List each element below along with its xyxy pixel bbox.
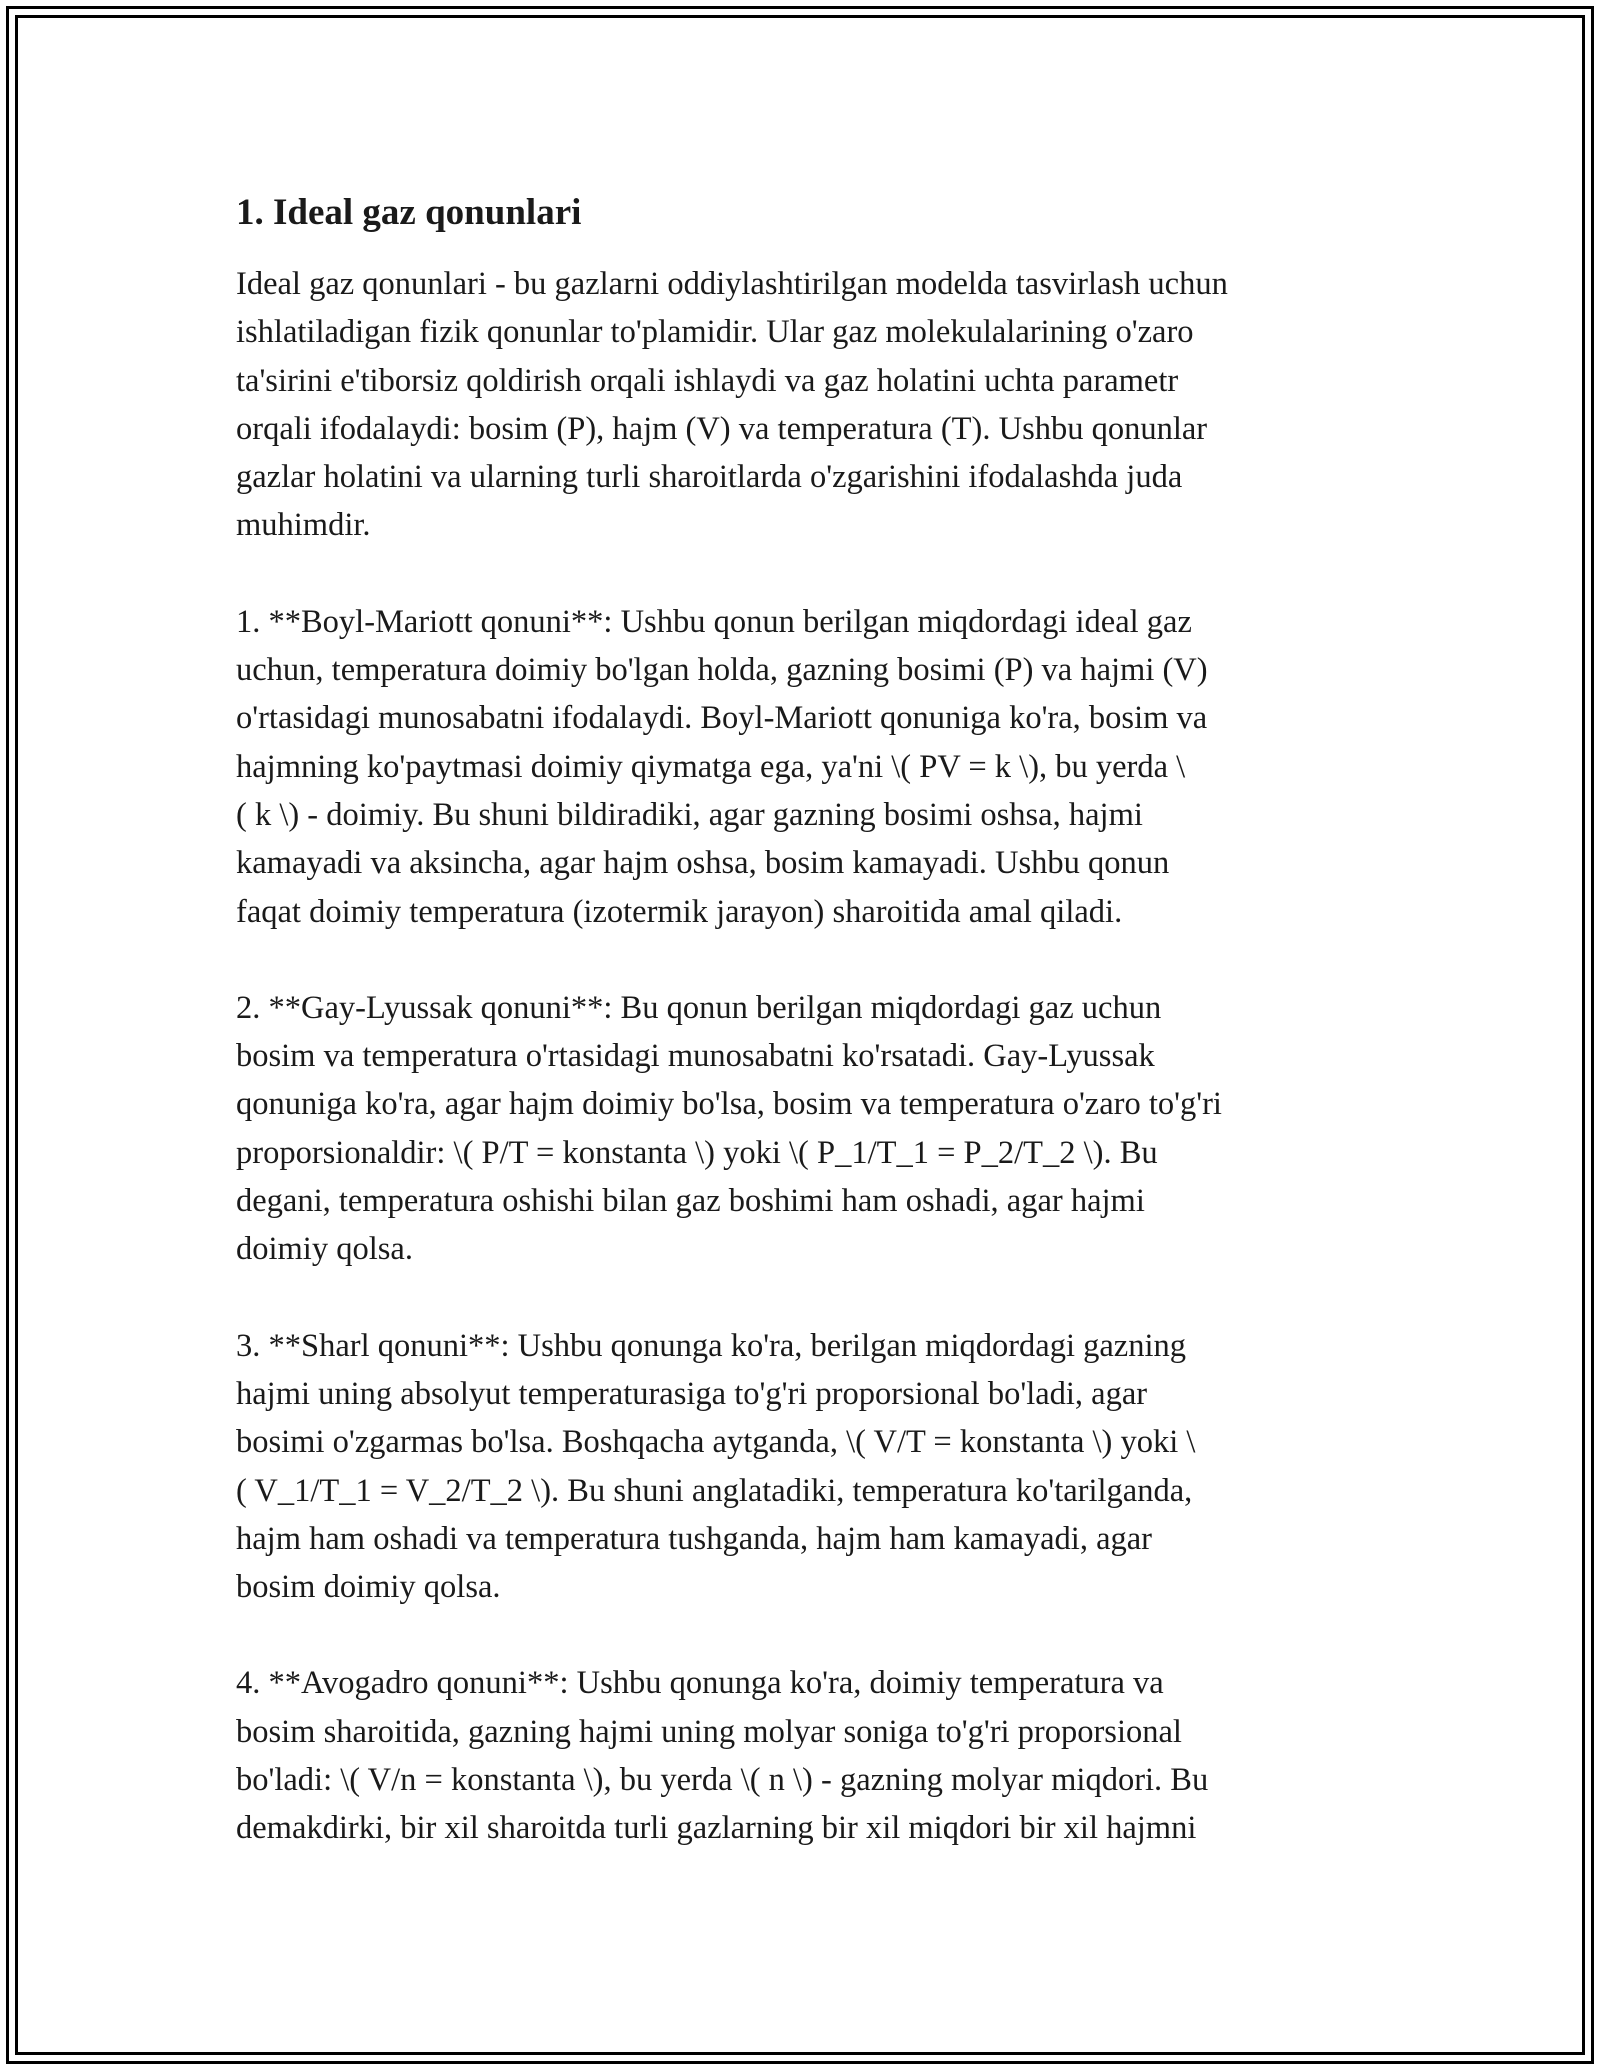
text-line: muhimdir. [236, 507, 371, 544]
text-line: ( V_1/T_1 = V_2/T_2 \). Bu shuni anglatadiki, temperatura ko'tarilganda, [236, 1472, 1193, 1509]
gay-lussac-paragraph [236, 984, 1376, 1274]
avogadro-paragraph [236, 1659, 1376, 1852]
text-line: bosim sharoitida, gazning hajmi uning molyar soniga to'g'ri proporsional [236, 1713, 1182, 1750]
text-line: degani, temperatura oshishi bilan gaz boshimi ham oshadi, agar hajmi [236, 1183, 1145, 1220]
text-line: faqat doimiy temperatura (izotermik jarayon) sharoitida amal qiladi. [236, 893, 1123, 930]
text-line: o'rtasidagi munosabatni ifodalaydi. Boyl-Mariott qonuniga ko'ra, bosim va [236, 700, 1208, 737]
text-line: doimiy qolsa. [236, 1231, 413, 1268]
text-line: 2. **Gay-Lyussak qonuni**: Bu qonun berilgan miqdordagi gaz uchun [236, 989, 1162, 1026]
charles-paragraph [236, 1322, 1376, 1612]
text-line: Ideal gaz qonunlari - bu gazlarni oddiylashtirilgan modelda tasvirlash uchun [236, 266, 1228, 302]
text-line: proporsionaldir: \( P/T = konstanta \) yoki \( P_1/T_1 = P_2/T_2 \). Bu [236, 1134, 1158, 1171]
text-line: demakdirki, bir xil sharoitda turli gazlarning bir xil miqdori bir xil hajmni [236, 1810, 1197, 1847]
text-line: ( k \) - doimiy. Bu shuni bildiradiki, agar gazning bosimi oshsa, hajmi [236, 796, 1143, 833]
text-line: 3. **Sharl qonuni**: Ushbu qonunga ko'ra, berilgan miqdordagi gazning [236, 1327, 1187, 1364]
document-page [236, 186, 1376, 1901]
text-line: uchun, temperatura doimiy bo'lgan holda, gazning bosimi (P) va hajmi (V) [236, 652, 1208, 689]
text-line: ishlatiladigan fizik qonunlar to'plamidir. Ular gaz molekulalarining o'zaro [236, 314, 1194, 351]
text-line: bosimi o'zgarmas bo'lsa. Boshqacha aytganda, \( V/T = konstanta \) yoki \ [236, 1424, 1196, 1461]
intro-paragraph [236, 260, 1376, 550]
text-line: 4. **Avogadro qonuni**: Ushbu qonunga ko'ra, doimiy temperatura va [236, 1665, 1164, 1702]
text-line: orqali ifodalaydi: bosim (P), hajm (V) va temperatura (T). Ushbu qonunlar [236, 410, 1208, 447]
text-line: bosim doimiy qolsa. [236, 1569, 501, 1606]
text-line: hajmning ko'paytmasi doimiy qiymatga ega, ya'ni \( PV = k \), bu yerda \ [236, 748, 1186, 785]
text-line: bo'ladi: \( V/n = konstanta \), bu yerda \( n \) - gazning molyar miqdori. Bu [236, 1762, 1209, 1799]
section-title: 1. Ideal gaz qonunlari [236, 192, 582, 233]
text-line: ta'sirini e'tiborsiz qoldirish orqali ishlaydi va gaz holatini uchta parametr [236, 362, 1179, 399]
boyle-mariotte-paragraph [236, 598, 1376, 936]
text-line: hajm ham oshadi va temperatura tushganda, hajm ham kamayadi, agar [236, 1520, 1152, 1557]
text-line: 1. **Boyl-Mariott qonuni**: Ushbu qonun berilgan miqdordagi ideal gaz [236, 603, 1192, 640]
text-line: gazlar holatini va ularning turli sharoitlarda o'zgarishini ifodalashda juda [236, 459, 1183, 496]
text-line: qonuniga ko'ra, agar hajm doimiy bo'lsa, bosim va temperatura o'zaro to'g'ri [236, 1086, 1222, 1123]
text-line: bosim va temperatura o'rtasidagi munosabatni ko'rsatadi. Gay-Lyussak [236, 1038, 1155, 1075]
text-line: kamayadi va aksincha, agar hajm oshsa, bosim kamayadi. Ushbu qonun [236, 845, 1170, 882]
text-line: hajmi uning absolyut temperaturasiga to'g'ri proporsional bo'ladi, agar [236, 1375, 1148, 1412]
